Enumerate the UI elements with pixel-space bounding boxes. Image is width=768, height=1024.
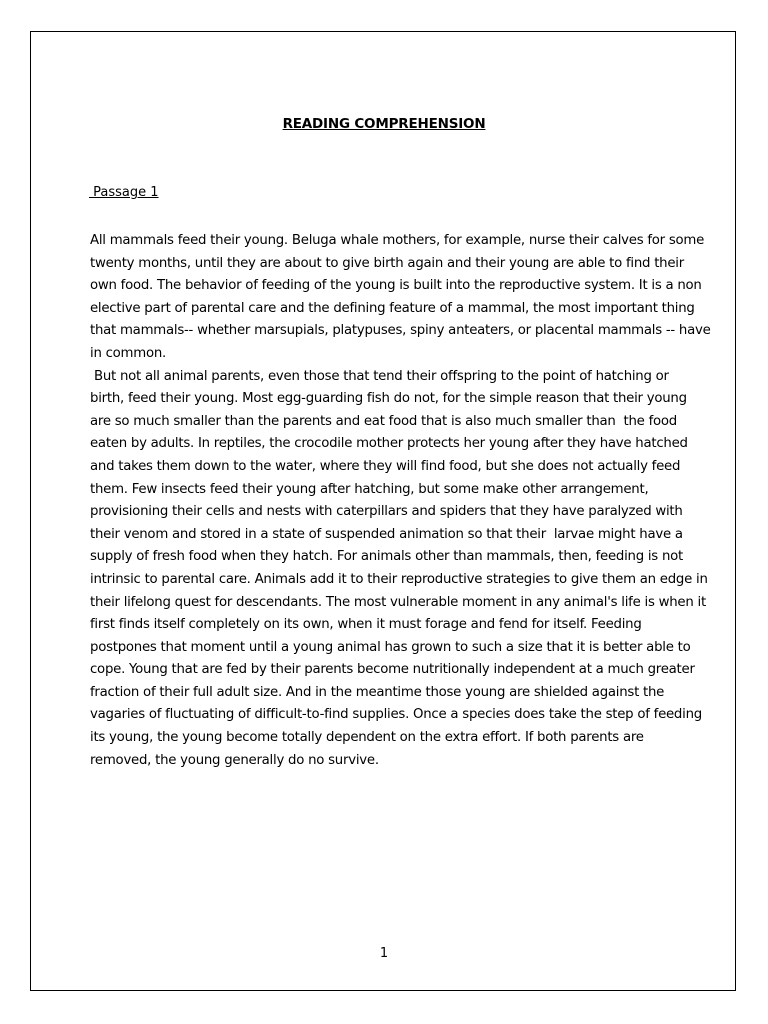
passage-line: them. Few insects feed their young after hatching, but some make other arrangement, xyxy=(90,481,649,497)
passage-line: their venom and stored in a state of suspended animation so that their larvae might have a xyxy=(90,526,683,542)
passage-line: All mammals feed their young. Beluga whale mothers, for example, nurse their calves for some xyxy=(90,233,705,248)
passage-line: vagaries of fluctuating of difficult-to-find supplies. Once a species does take the step of feeding xyxy=(90,707,702,723)
passage-line: intrinsic to parental care. Animals add it to their reproductive strategies to give them an edge in xyxy=(90,571,708,587)
passage-line: and takes them down to the water, where they will find food, but she does not actually feed xyxy=(90,458,681,474)
passage-body xyxy=(90,230,711,772)
page-number: 1 xyxy=(379,946,389,961)
passage-line: postpones that moment until a young animal has grown to such a size that it is better able to xyxy=(90,639,691,655)
passage-line: eaten by adults. In reptiles, the crocodile mother protects her young after they have hatched xyxy=(90,436,688,452)
passage-line: birth, feed their young. Most egg-guarding fish do not, for the simple reason that their young xyxy=(90,391,687,407)
passage-line: its young, the young become totally dependent on the extra effort. If both parents are xyxy=(90,730,644,746)
passage-line: removed, the young generally do no survive. xyxy=(90,752,379,768)
passage-line: fraction of their full adult size. And in the meantime those young are shielded against the xyxy=(90,684,665,700)
passage-line: are so much smaller than the parents and eat food that is also much smaller than the food xyxy=(90,413,677,429)
passage-line: But not all animal parents, even those that tend their offspring to the point of hatching or xyxy=(90,368,669,384)
passage-label: Passage 1 xyxy=(89,185,159,200)
passage-line: in common. xyxy=(90,345,166,361)
passage-line: first finds itself completely on its own, when it must forage and fend for itself. Feeding xyxy=(90,617,642,633)
passage-line: their lifelong quest for descendants. The most vulnerable moment in any animal's life is when it xyxy=(90,594,706,610)
passage-line: twenty months, until they are about to give birth again and their young are able to find their xyxy=(90,255,684,271)
passage-line: supply of fresh food when they hatch. For animals other than mammals, then, feeding is not xyxy=(90,549,683,565)
document-title: READING COMPREHENSION xyxy=(282,116,486,132)
passage-line: provisioning their cells and nests with caterpillars and spiders that they have paralyzed with xyxy=(90,504,683,520)
passage-line: own food. The behavior of feeding of the young is built into the reproductive system. It is a non xyxy=(90,278,702,294)
passage-line: that mammals-- whether marsupials, platypuses, spiny anteaters, or placental mammals -- have xyxy=(90,323,711,339)
passage-line: elective part of parental care and the defining feature of a mammal, the most important thing xyxy=(90,300,695,316)
passage-line: cope. Young that are fed by their parents become nutritionally independent at a much greater xyxy=(90,662,695,678)
